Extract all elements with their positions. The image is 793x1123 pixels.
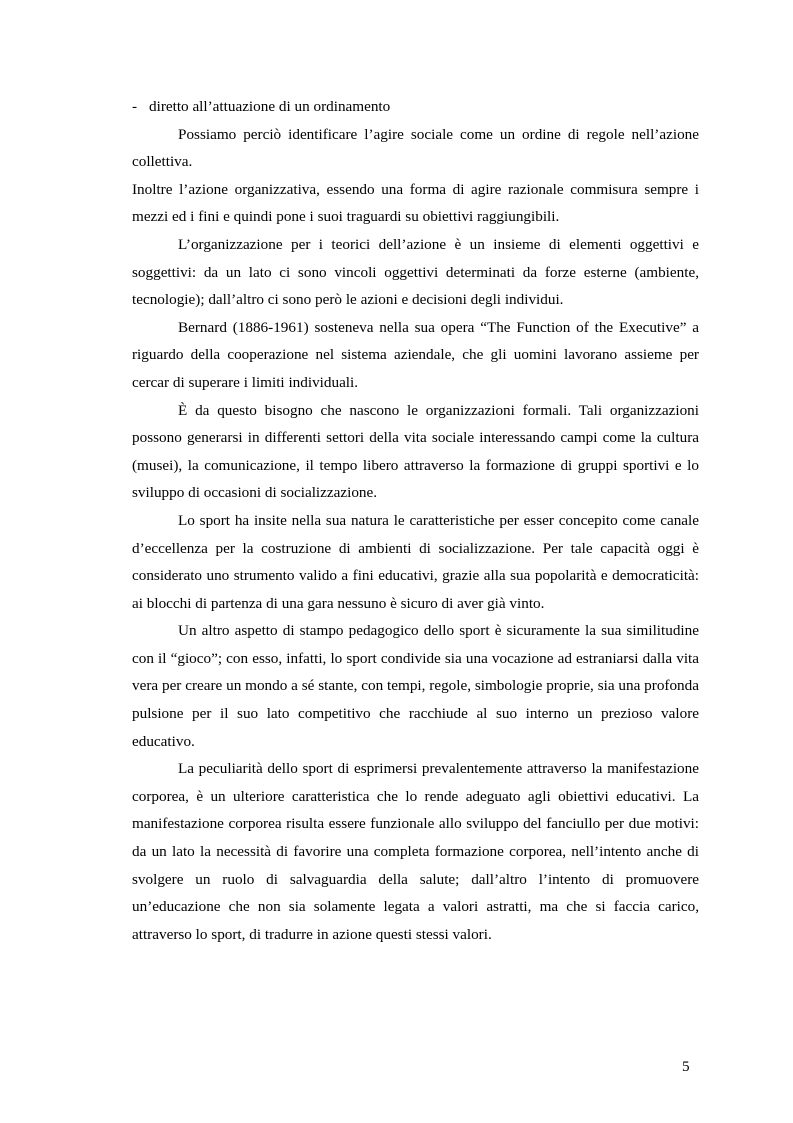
body-text xyxy=(132,93,699,948)
paragraph: Lo sport ha insite nella sua natura le caratteristiche per esser concepito come canale d’eccellenza per la costruzione di ambienti di socializzazione. Per tale capacità oggi è considerato uno strumento valido a fini educativi, grazie alla sua popolarità e democraticità: ai blocchi di partenza di una gara nessuno è sicuro di aver già vinto. xyxy=(132,511,699,612)
bullet-item xyxy=(132,93,699,121)
paragraph: La peculiarità dello sport di esprimersi prevalentemente attraverso la manifestazione corporea, è un ulteriore caratteristica che lo rende adeguato agli obiettivi educativi. La manifestazione corporea risulta essere funzionale allo sviluppo del fanciullo per due motivi: da un lato la necessità di favorire una completa formazione corporea, nell’intento anche di svolgere un ruolo di salvaguardia della salute; dall’altro l’intento di promuovere un’educazione che non sia solamente legata a valori astratti, ma che si faccia carico, attraverso lo sport, di tradurre in azione questi stessi valori. xyxy=(132,760,699,943)
paragraph: L’organizzazione per i teorici dell’azione è un insieme di elementi oggettivi e soggettivi: da un lato ci sono vincoli oggettivi determinati da forze esterne (ambiente, tecnologie); dall’altro ci sono però le azioni e decisioni degli individui. xyxy=(132,235,699,309)
paragraph: È da questo bisogno che nascono le organizzazioni formali. Tali organizzazioni possono generarsi in differenti settori della vita sociale interessando campi come la cultura (musei), la comunicazione, il tempo libero attraverso la formazione di gruppi sportivi e lo sviluppo di occasioni di socializzazione. xyxy=(132,401,699,502)
bullet-text: diretto all’attuazione di un ordinamento xyxy=(149,98,391,115)
paragraph: Un altro aspetto di stampo pedagogico dello sport è sicuramente la sua similitudine con il “gioco”; con esso, infatti, lo sport condivide sia una vocazione ad estraniarsi dalla vita vera per creare un mondo a sé stante, con tempi, regole, simbologie proprie, sia una profonda pulsione per il suo lato competitivo che racchiude al suo interno un prezioso valore educativo. xyxy=(132,622,699,750)
paragraph: Inoltre l’azione organizzativa, essendo una forma di agire razionale commisura sempre i mezzi ed i fini e quindi pone i suoi traguardi su obiettivi raggiungibili. xyxy=(132,180,699,226)
paragraph: Bernard (1886-1961) sosteneva nella sua opera “The Function of the Executive” a riguardo della cooperazione nel sistema aziendale, che gli uomini lavorano assieme per cercar di superare i limiti individuali. xyxy=(132,318,699,391)
bullet-dash: - xyxy=(132,98,138,115)
page-number: 5 xyxy=(682,1058,690,1075)
paragraph: Possiamo perciò identificare l’agire sociale come un ordine di regole nell’azione collettiva. xyxy=(132,125,699,171)
